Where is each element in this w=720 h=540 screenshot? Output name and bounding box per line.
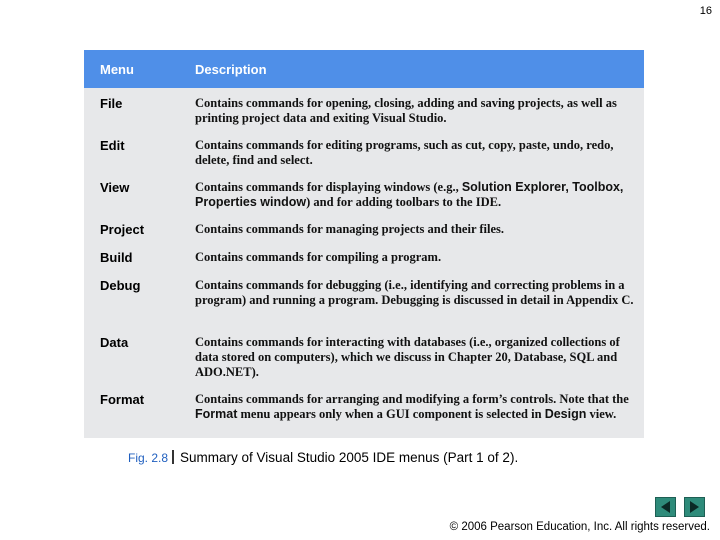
copyright-footer: © 2006 Pearson Education, Inc. All rights reserved. (449, 521, 710, 533)
menu-description: Contains commands for opening, closing, adding and saving projects, as well as printing project data and exiting Visual Studio. (195, 96, 617, 125)
figure-caption (128, 450, 518, 465)
menu-name: Edit (100, 138, 125, 153)
menu-name: Debug (100, 278, 141, 293)
menu-name: Data (100, 335, 129, 350)
menu-description: Contains commands for interacting with databases (i.e., organized collections of data stored on computers), which we discuss in Chapter 20, Database, SQL and ADO.NET). (195, 335, 620, 379)
page-number: 16 (699, 5, 712, 17)
figure-label: Fig. 2.8 (128, 451, 169, 465)
menu-name: File (100, 96, 123, 111)
menu-description: Contains commands for managing projects and their files. (195, 222, 505, 236)
menu-description: Contains commands for debugging (i.e., identifying and correcting problems in a program) and running a program. Debugging is discussed in detail in Appendix C. (195, 278, 634, 307)
menu-summary-table (84, 50, 644, 438)
menu-name: Format (100, 392, 145, 407)
menu-name: Project (100, 222, 145, 237)
menu-description: Contains commands for compiling a program. (195, 250, 442, 264)
arrow-left-icon (656, 498, 675, 516)
menu-name: View (100, 180, 130, 195)
caption-divider (172, 450, 174, 464)
header-menu: Menu (100, 62, 134, 77)
menu-name: Build (100, 250, 133, 265)
header-description: Description (195, 62, 267, 77)
caption-text: Summary of Visual Studio 2005 IDE menus (Part 1 of 2). (180, 450, 519, 465)
next-slide-button[interactable] (684, 497, 705, 517)
menu-description: Contains commands for arranging and modifying a form’s controls. Note that the Format menu appears only when a GUI component is selected in Design view. (195, 392, 629, 421)
menu-description: Contains commands for displaying windows (e.g., Solution Explorer, Toolbox, Properties window) and for adding toolbars to the IDE. (195, 180, 624, 209)
previous-slide-button[interactable] (655, 497, 676, 517)
arrow-right-icon (685, 498, 704, 516)
menu-description: Contains commands for editing programs, such as cut, copy, paste, undo, redo, delete, find and select. (195, 138, 614, 167)
table-header (84, 50, 644, 88)
